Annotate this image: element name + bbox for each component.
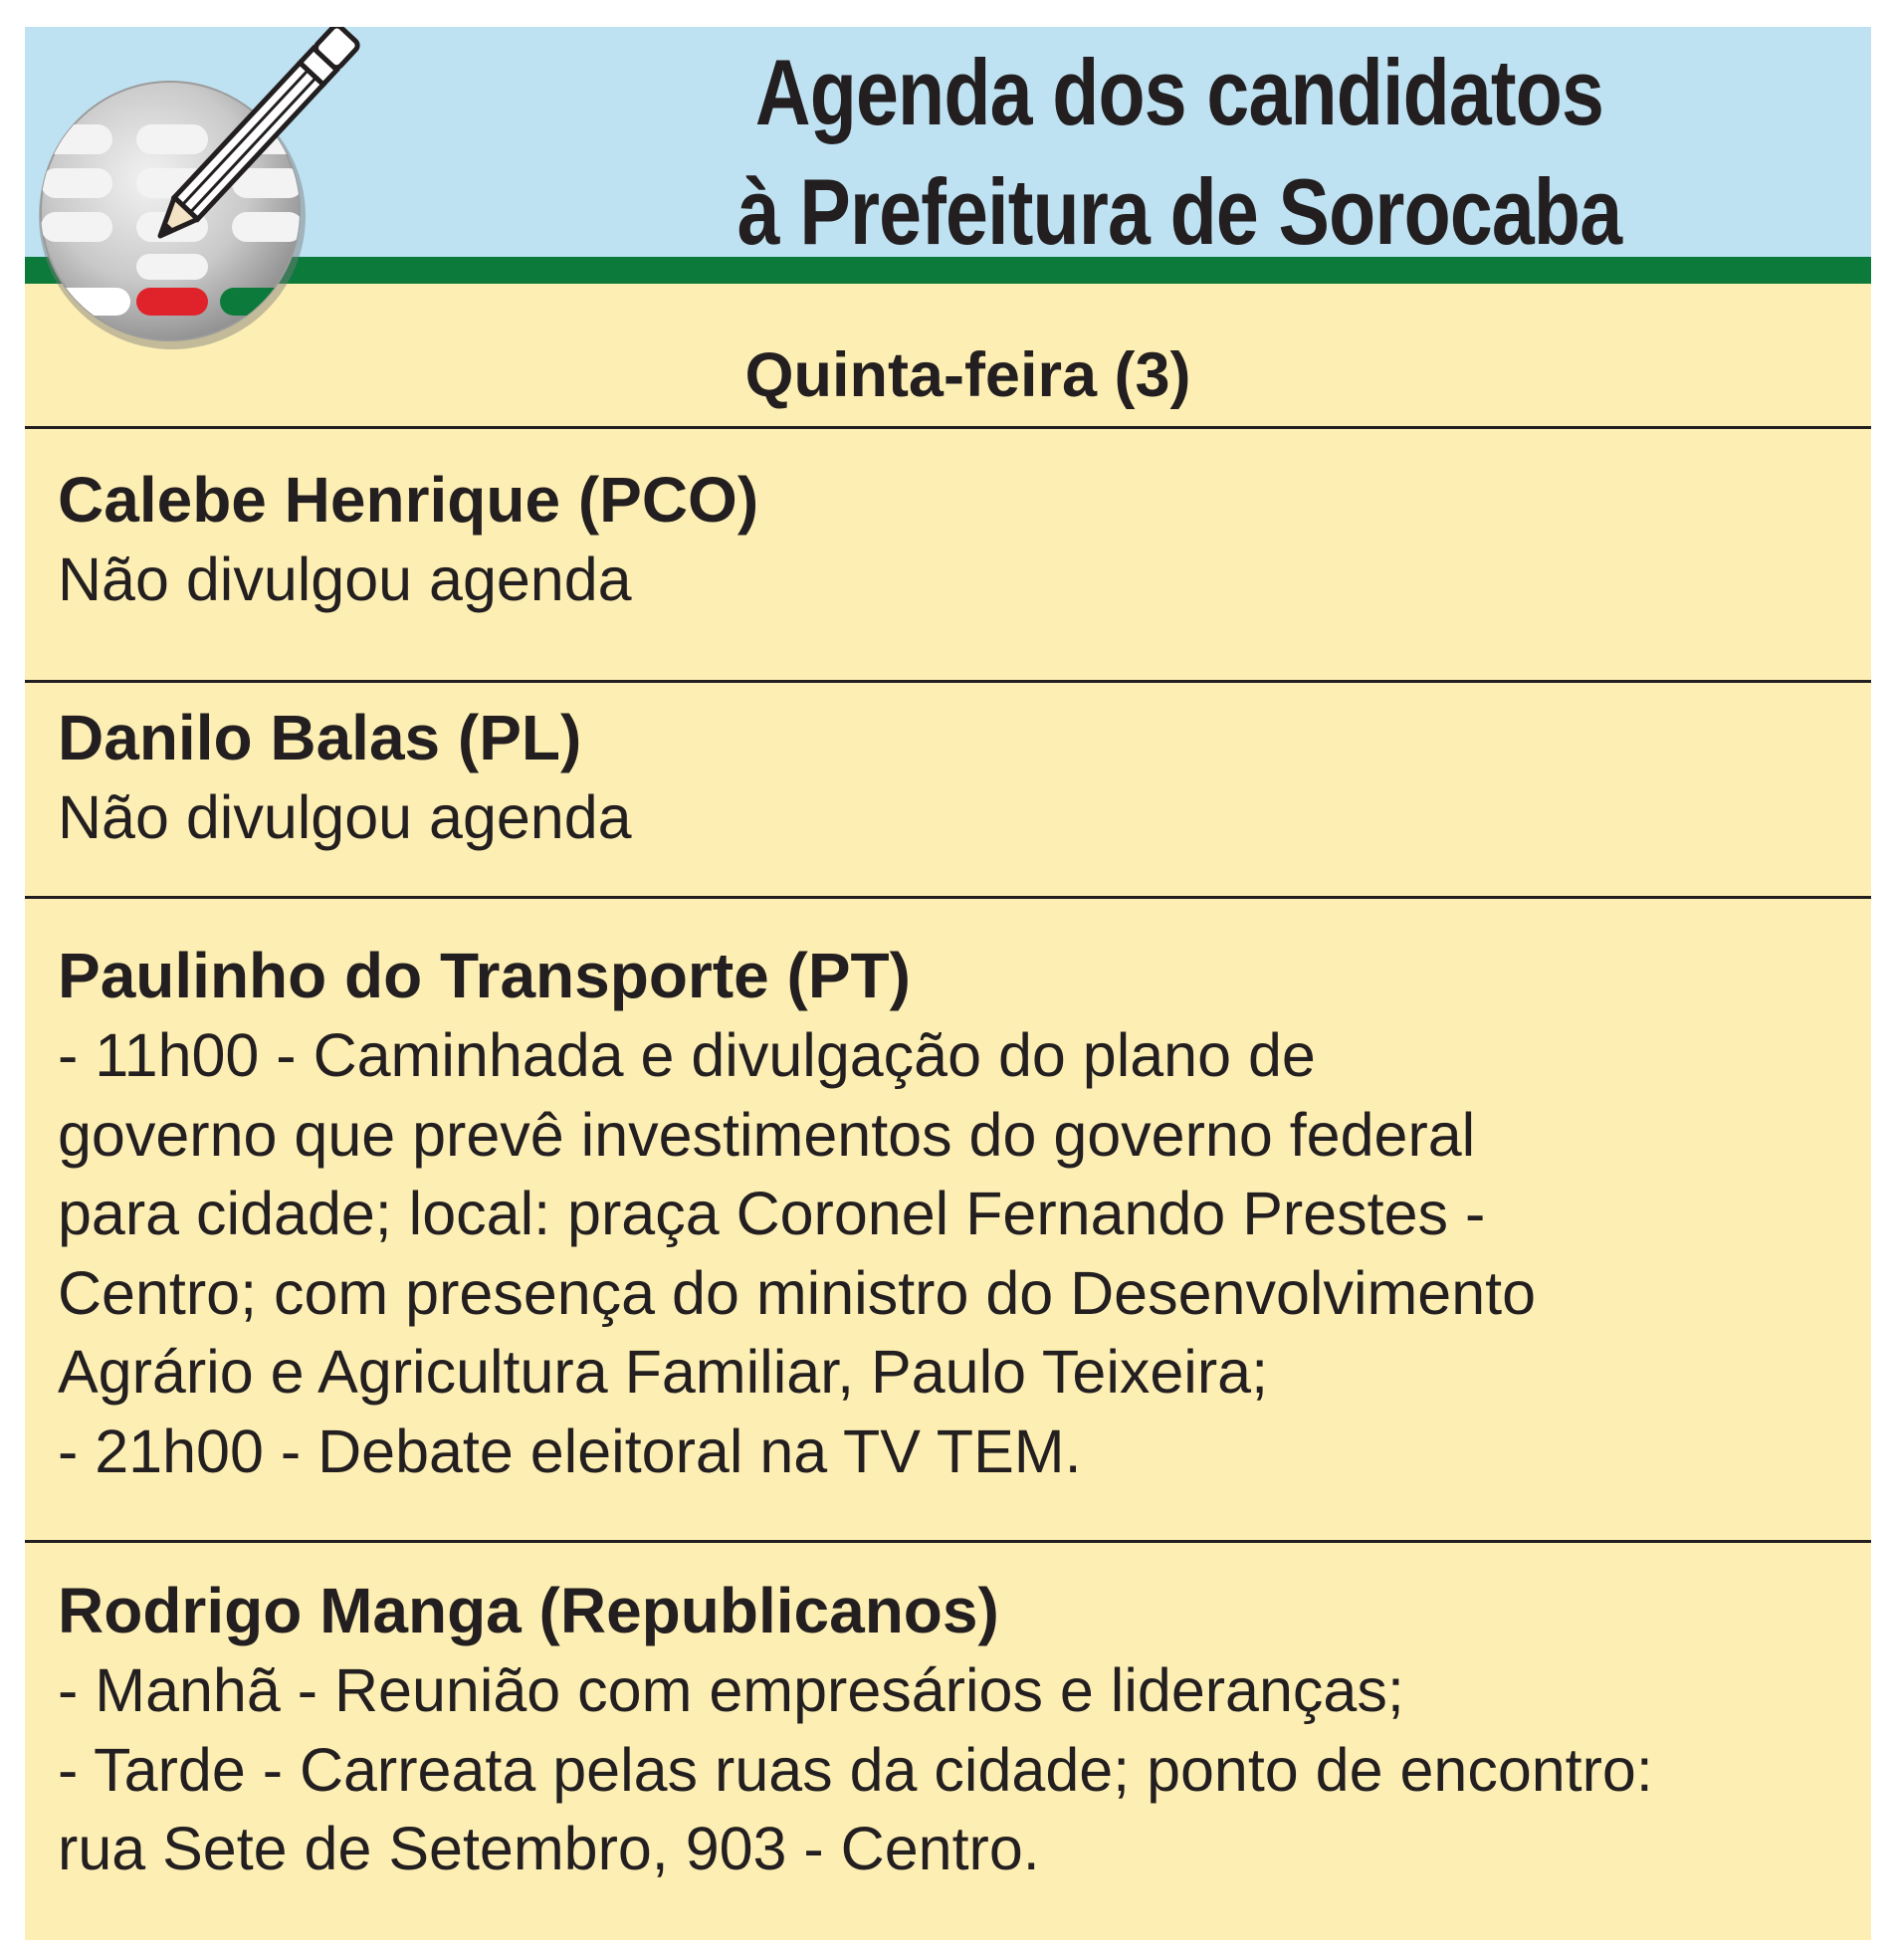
agenda-line: governo que prevê investimentos do governo federal	[58, 1100, 1476, 1169]
divider	[25, 426, 1871, 429]
page-title	[690, 33, 1669, 272]
divider	[25, 1540, 1871, 1543]
agenda-line: Não divulgou agenda	[58, 783, 632, 851]
agenda-line: - Tarde - Carreata pelas ruas da cidade; ponto de encontro:	[58, 1735, 1653, 1804]
candidate-name: Calebe Henrique (PCO)	[58, 464, 759, 536]
agenda-line: Agrário e Agricultura Familiar, Paulo Teixeira;	[58, 1338, 1269, 1406]
title-line-2: à Prefeitura de Sorocaba	[737, 159, 1622, 264]
day-label: Quinta-feira (3)	[744, 340, 1191, 410]
divider	[25, 680, 1871, 683]
agenda-line: - Manhã - Reunião com empresários e lideranças;	[58, 1656, 1404, 1724]
agenda-line: Não divulgou agenda	[58, 545, 632, 613]
agenda-line: Centro; com presença do ministro do Desenvolvimento	[58, 1258, 1537, 1327]
candidate-name: Danilo Balas (PL)	[58, 702, 582, 773]
agenda-line: - 11h00 - Caminhada e divulgação do plano de	[58, 1021, 1316, 1089]
agenda-entry	[58, 1570, 1849, 1889]
agenda-card	[25, 27, 1871, 1940]
agenda-entry	[58, 697, 1849, 858]
agenda-entry	[58, 459, 1849, 620]
agenda-line: para cidade; local: praça Coronel Fernando Prestes -	[58, 1180, 1486, 1247]
agenda-line: - 21h00 - Debate eleitoral na TV TEM.	[58, 1416, 1082, 1485]
pencil-notepad-icon	[25, 27, 443, 385]
candidate-name: Rodrigo Manga (Republicanos)	[58, 1575, 999, 1646]
title-line-1: Agenda dos candidatos	[754, 40, 1604, 144]
agenda-entry	[58, 935, 1849, 1491]
divider	[25, 896, 1871, 899]
agenda-line: rua Sete de Setembro, 903 - Centro.	[58, 1815, 1040, 1882]
candidate-name: Paulinho do Transporte (PT)	[58, 940, 911, 1011]
